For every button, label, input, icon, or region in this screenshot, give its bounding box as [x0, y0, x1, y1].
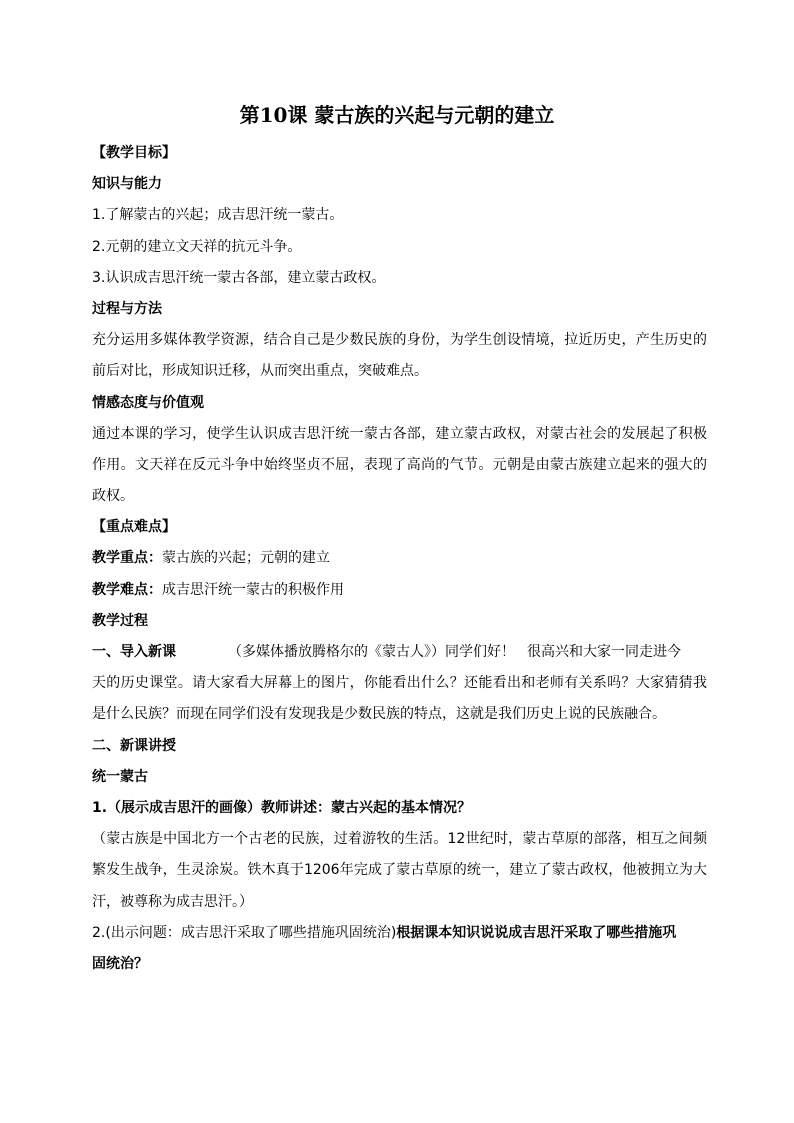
- teaching-process-heading: 教学过程: [92, 612, 148, 629]
- intro-first-line: [92, 637, 707, 668]
- emotion-values-heading: 情感态度与价值观: [92, 394, 204, 411]
- knowledge-item: 2.元朝的建立文天祥的抗元斗争。: [92, 238, 302, 255]
- key-points-heading: 【重点难点】: [92, 519, 176, 536]
- teaching-focus-label: 教学重点：: [92, 550, 162, 567]
- teaching-goals-heading: 【教学目标】: [92, 145, 176, 161]
- paragraph-line: （蒙古族是中国北方一个古老的民族，过着游牧的生活。12世纪时，蒙古草原的部落，相互之间频: [92, 831, 707, 848]
- paragraph-line: 通过本课的学习，使学生认识成吉思汗统一蒙古各部，建立蒙古政权，对蒙古社会的发展起了积极: [92, 425, 707, 442]
- process-method-heading: 过程与方法: [92, 300, 162, 317]
- teaching-difficulty: [92, 575, 707, 606]
- paragraph-line: 繁发生战争，生灵涂炭。铁木真于1206年完成了蒙古草原的统一，建立了蒙古政权，他被拥立为大: [92, 862, 707, 879]
- teaching-difficulty-text: 成吉思汗统一蒙古的积极作用: [162, 581, 344, 598]
- knowledge-item: 3.认识成吉思汗统一蒙古各部，建立蒙古政权。: [92, 269, 386, 286]
- item-2-question-end: 固统治？: [92, 955, 148, 972]
- lesson-body: [92, 138, 707, 980]
- knowledge-heading: 知识与能力: [92, 176, 162, 193]
- paragraph-line: 充分运用多媒体教学资源，结合自己是少数民族的身份，为学生创设情境，拉近历史，产生历史的: [92, 332, 707, 349]
- unify-mongolia-heading: 统一蒙古: [92, 768, 148, 785]
- knowledge-item: 1.了解蒙古的兴起；成吉思汗统一蒙古。: [92, 207, 344, 224]
- paragraph-line: 汗，被尊称为成吉思汗。）: [92, 893, 253, 910]
- item-2-prefix: 2.(出示问题：成吉思汗采取了哪些措施巩固统治): [92, 924, 397, 941]
- teaching-difficulty-label: 教学难点：: [92, 581, 162, 598]
- paragraph-line: 前后对比，形成知识迁移，从而突出重点，突破难点。: [92, 363, 428, 380]
- item-2-line: [92, 918, 707, 949]
- item-2-question: 根据课本知识说说成吉思汗采取了哪些措施巩: [396, 924, 677, 941]
- teaching-focus-text: 蒙古族的兴起；元朝的建立: [162, 550, 330, 567]
- teaching-focus: [92, 543, 707, 574]
- lesson-title: 第10课 蒙古族的兴起与元朝的建立: [239, 103, 555, 127]
- intro-text-tail: 很高兴和大家一同走进今: [527, 644, 681, 660]
- paragraph-line: 天的历史课堂。请大家看大屏幕上的图片，你能看出什么？还能看出和老师有关系吗？大家猜猜我: [92, 675, 707, 692]
- paragraph-line: 作用。文天祥在反元斗争中始终坚贞不屈，表现了高尚的气节。元朝是由蒙古族建立起来的强大的: [92, 456, 707, 473]
- paragraph-line: 是什么民族？而现在同学们没有发现我是少数民族的特点，这就是我们历史上说的民族融合。: [92, 706, 666, 723]
- item-1-heading: 1.（展示成吉思汗的画像）教师讲述：蒙古兴起的基本情况？: [92, 799, 472, 816]
- paragraph-line: 政权。: [92, 488, 134, 505]
- intro-text: （多媒体播放腾格尔的《蒙古人》）同学们好！: [228, 644, 515, 660]
- intro-label: 一、导入新课: [92, 644, 176, 660]
- new-lesson-heading: 二、新课讲授: [92, 737, 176, 754]
